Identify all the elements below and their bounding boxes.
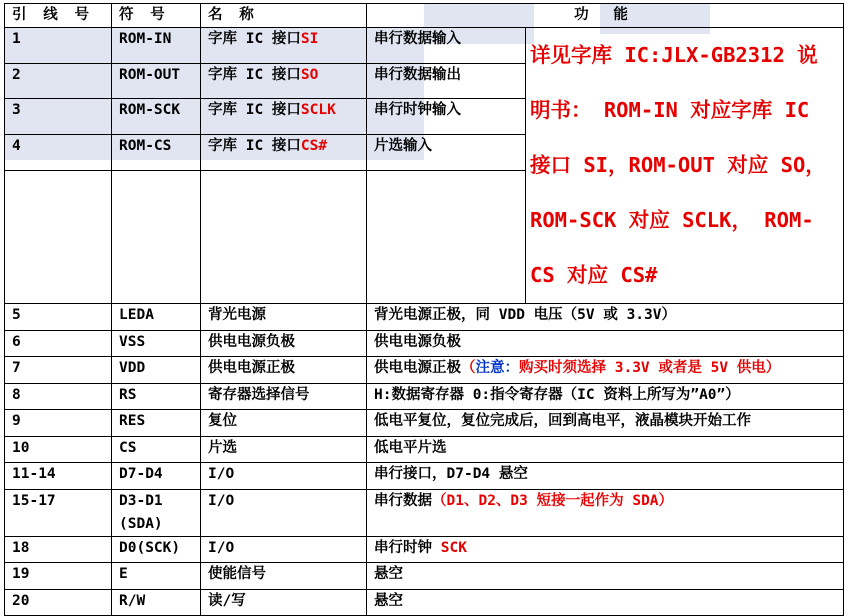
pin-name-prefix: 字库 IC 接口 xyxy=(208,31,301,47)
pin-function-text: 背光电源正极，同 VDD 电压（5V 或 3.3V） xyxy=(374,307,676,323)
pin-function-text: 悬空 xyxy=(374,566,403,582)
pin-function-text: 悬空 xyxy=(374,592,403,609)
pin-name xyxy=(201,99,367,135)
pin-number: 9 xyxy=(5,410,112,437)
pin-symbol: R/W xyxy=(112,589,201,616)
table-row xyxy=(5,357,844,384)
pin-function-text: 串行时钟 xyxy=(374,539,441,556)
pin-function-text: 低电平复位，复位完成后，回到高电平，液晶模块开始工作 xyxy=(374,413,751,429)
pin-function-text: H:数据寄存器 0:指令寄存器（IC 资料上所写为”A0”） xyxy=(374,386,740,403)
table-row xyxy=(5,436,844,463)
pin-name-prefix: 字库 IC 接口 xyxy=(208,102,301,119)
pin-name: 背光电源 xyxy=(201,304,367,331)
table-row xyxy=(5,536,844,563)
pin-name-signal: CS# xyxy=(300,137,328,154)
pin-number: 6 xyxy=(5,330,112,357)
pin-function-text: 供电电源正极 xyxy=(374,360,461,376)
pin-symbol: CS xyxy=(112,436,201,463)
pin-name xyxy=(201,134,367,170)
pin-name-signal: SI xyxy=(300,31,319,47)
pin-name-signal: SO xyxy=(300,66,319,83)
pin-function-note: SCK xyxy=(440,539,467,556)
pin-number: 8 xyxy=(5,383,112,410)
pin-function xyxy=(367,436,844,463)
table-row xyxy=(5,28,844,64)
table-row xyxy=(5,589,844,616)
pin-function xyxy=(367,489,844,536)
pin-name: 寄存器选择信号 xyxy=(201,383,367,410)
pin-name: 供电电源负极 xyxy=(201,330,367,357)
table-row xyxy=(5,489,844,536)
table-row xyxy=(5,410,844,437)
pin-function-note: （D1、D2、D3 短接一起作为 SDA） xyxy=(432,492,674,509)
pin-function xyxy=(367,304,844,331)
pin-number: 19 xyxy=(5,563,112,590)
pin-function xyxy=(367,589,844,616)
pin-symbol: D7-D4 xyxy=(112,463,201,490)
header-pin-number: 引 线 号 xyxy=(5,4,112,28)
pin-symbol: VDD xyxy=(112,357,201,384)
pin-number: 4 xyxy=(5,134,112,170)
pin-function-text: 低电平片选 xyxy=(374,439,447,456)
pin-definition-table xyxy=(4,3,844,616)
pin-function xyxy=(367,383,844,410)
pin-symbol: ROM-OUT xyxy=(112,63,201,99)
pin-name: 复位 xyxy=(201,410,367,437)
pin-function-text: 供电电源负极 xyxy=(374,333,461,350)
pin-symbol: ROM-CS xyxy=(112,134,201,170)
pin-symbol: VSS xyxy=(112,330,201,357)
pin-name xyxy=(201,63,367,99)
pin-name xyxy=(201,28,367,64)
pin-function xyxy=(367,410,844,437)
pin-name: I/O xyxy=(201,536,367,563)
table-row xyxy=(5,330,844,357)
pin-number: 10 xyxy=(5,436,112,463)
pin-function-text: 串行接口，D7-D4 悬空 xyxy=(374,466,528,482)
pin-number: 7 xyxy=(5,357,112,384)
table-row xyxy=(5,463,844,490)
pin-number: 11-14 xyxy=(5,463,112,490)
pin-function-text: 串行数据 xyxy=(374,492,432,509)
pin-symbol: E xyxy=(112,563,201,590)
pin-number: 20 xyxy=(5,589,112,616)
pin-name: 读/写 xyxy=(201,589,367,616)
pin-name: 片选 xyxy=(201,436,367,463)
pin-symbol: RS xyxy=(112,383,201,410)
pin-name-prefix: 字库 IC 接口 xyxy=(208,66,301,83)
pin-name: 使能信号 xyxy=(201,563,367,590)
header-name: 名 称 xyxy=(201,4,367,28)
pin-function-note: （注意：购买时须选择 3.3V 或者是 5V 供电） xyxy=(461,360,781,376)
header-function: 功 能 xyxy=(367,4,844,28)
pin-function: 片选输入 xyxy=(367,134,526,170)
pin-function: 串行数据输出 xyxy=(367,63,526,99)
pin-symbol: D3-D1 (SDA) xyxy=(112,489,201,536)
pin-function xyxy=(367,563,844,590)
pin-name: I/O xyxy=(201,489,367,536)
pin-number: 2 xyxy=(5,63,112,99)
pin-function xyxy=(367,536,844,563)
pin-symbol: D0(SCK) xyxy=(112,536,201,563)
header-symbol: 符 号 xyxy=(112,4,201,28)
pin-function xyxy=(367,463,844,490)
pin-function: 串行时钟输入 xyxy=(367,99,526,135)
note-attention-label: 注意： xyxy=(475,360,519,376)
pin-name: 供电电源正极 xyxy=(201,357,367,384)
table-row xyxy=(5,383,844,410)
pin-symbol: ROM-SCK xyxy=(112,99,201,135)
pin-symbol: ROM-IN xyxy=(112,28,201,64)
pin-number: 15-17 xyxy=(5,489,112,536)
pin-number: 18 xyxy=(5,536,112,563)
font-ic-note: 详见字库 IC:JLX-GB2312 说明书： ROM-IN 对应字库 IC 接口 SI，ROM-OUT 对应 SO，ROM-SCK 对应 SCLK， ROM-CS 对应 CS# xyxy=(526,28,844,304)
pin-number: 1 xyxy=(5,28,112,64)
pin-function: 串行数据输入 xyxy=(367,28,526,64)
pin-function xyxy=(367,357,844,384)
pin-number: 5 xyxy=(5,304,112,331)
pin-symbol: LEDA xyxy=(112,304,201,331)
pin-symbol: RES xyxy=(112,410,201,437)
pin-number: 3 xyxy=(5,99,112,135)
pin-function xyxy=(367,330,844,357)
table-row xyxy=(5,563,844,590)
pin-name-prefix: 字库 IC 接口 xyxy=(208,137,301,154)
pin-name: I/O xyxy=(201,463,367,490)
pin-name-signal: SCLK xyxy=(300,102,336,119)
table-header-row xyxy=(5,4,844,28)
table-row xyxy=(5,304,844,331)
